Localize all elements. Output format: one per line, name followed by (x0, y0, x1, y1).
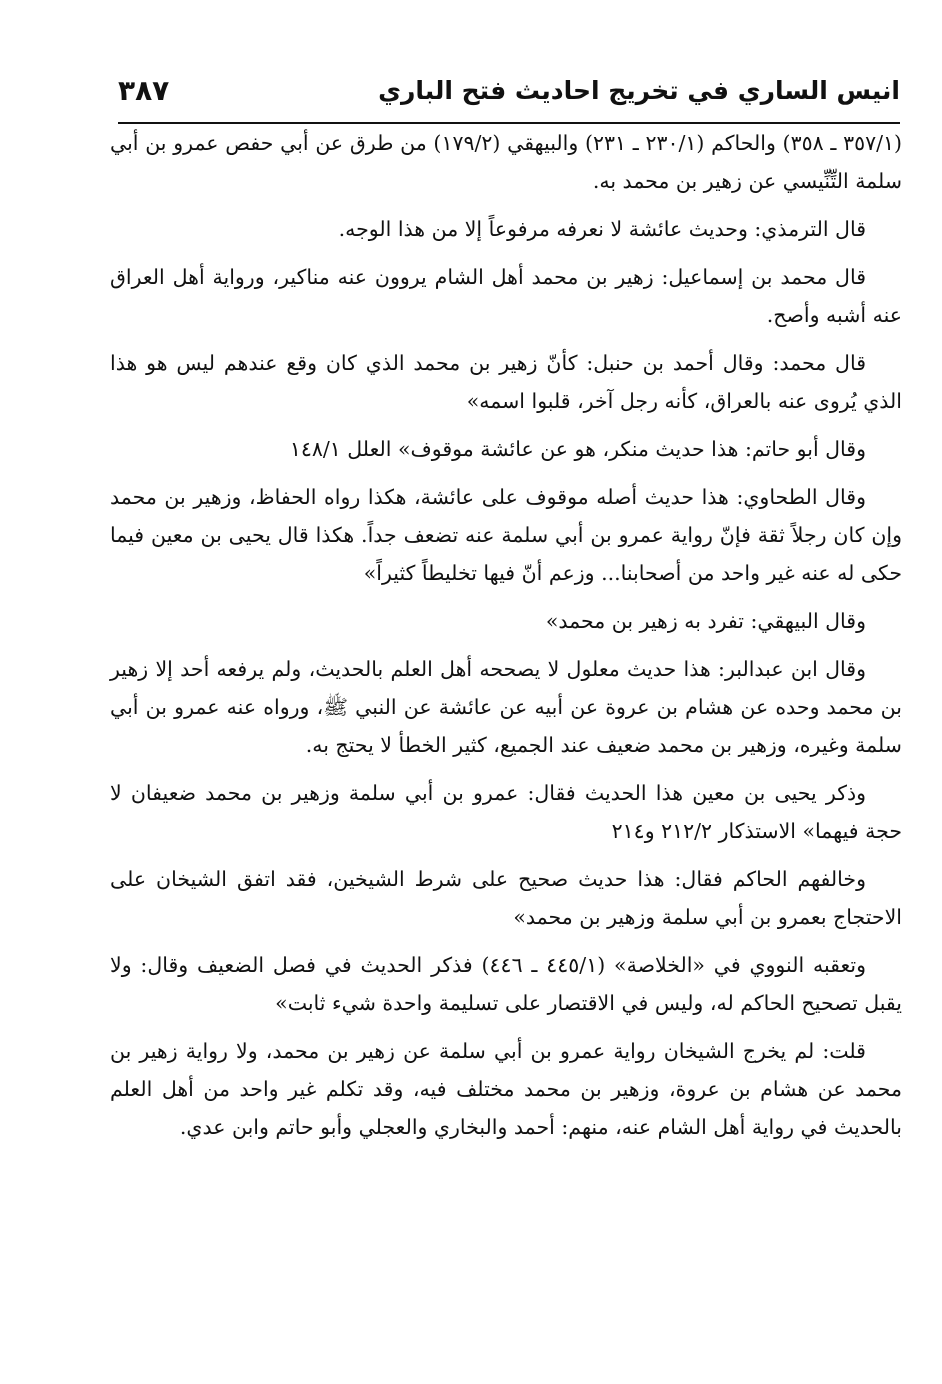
paragraph-ibn-main: وذكر يحيى بن معين هذا الحديث فقال: عمرو بن أبي سلمة وزهير بن محمد ضعيفان لا حجة فيهما» الاستذكار ٢١٢/٢ و٢١٤ (110, 781, 902, 843)
paragraph-bayhaqi: وقال البيهقي: تفرد به زهير بن محمد» (545, 609, 866, 633)
page-number: ٣٨٧ (118, 74, 170, 107)
paragraph-ahmad: قال محمد: وقال أحمد بن حنبل: كأنّ زهير بن محمد الذي كان وقع عندهم ليس هو هذا الذي يُروى عنه بالعراق، كأنه رجل آخر، قلبوا اسمه» (110, 351, 902, 413)
book-title: انيس الساري في تخريج احاديث فتح الباري (378, 76, 900, 105)
paragraph-nawawi: وتعقبه النووي في «الخلاصة» (٤٤٥/١ ـ ٤٤٦) فذكر الحديث في فصل الضعيف وقال: ولا يقبل تصحيح الحاكم له، وليس في الاقتصار على تسليمة واحدة شيء ثابت» (110, 953, 902, 1015)
paragraph-bukhari: قال محمد بن إسماعيل: زهير بن محمد أهل الشام يروون عنه مناكير، ورواية أهل العراق عنه أشبه وأصح. (110, 265, 902, 327)
paragraph-tahawi: وقال الطحاوي: هذا حديث أصله موقوف على عائشة، هكذا رواه الحفاظ، وزهير بن محمد وإن كان رجلاً ثقة فإنّ رواية عمرو بن أبي سلمة عنه تضعف جداً. هكذا قال يحيى بن معين فيما حكى له عنه غير واحد من أصحابنا... وزعم أنّ فيها تخليطاً كثيراً» (110, 485, 902, 585)
main-text (110, 124, 902, 1156)
paragraph-abu-hatim: وقال أبو حاتم: هذا حديث منكر، هو عن عائشة موقوف» العلل ١٤٨/١ (289, 437, 866, 461)
paragraph-tirmidhi: قال الترمذي: وحديث عائشة لا نعرفه مرفوعاً إلا من هذا الوجه. (338, 217, 866, 241)
paragraph-sources: (٣٥٧/١ ـ ٣٥٨) والحاكم (٢٣٠/١ ـ ٢٣١) والبيهقي (١٧٩/٢) من طرق عن أبي حفص عمرو بن أبي سلمة التِّنِّيسي عن زهير بن محمد به. (110, 131, 903, 193)
running-header (118, 72, 900, 118)
paragraph-ibn-abd-al-barr: وقال ابن عبدالبر: هذا حديث معلول لا يصححه أهل العلم بالحديث، ولم يرفعه أحد إلا زهير بن محمد وحده عن هشام بن عروة عن أبيه عن عائشة عن النبي ﷺ، ورواه عنه عمرو بن أبي سلمة وغيره، وزهير بن محمد ضعيف عند الجميع، كثير الخطأ لا يحتج به. (110, 657, 902, 757)
paragraph-hakim: وخالفهم الحاكم فقال: هذا حديث صحيح على شرط الشيخين، فقد اتفق الشيخان على الاحتجاج بعمرو بن أبي سلمة وزهير بن محمد» (110, 867, 902, 929)
paragraph-author-note: قلت: لم يخرج الشيخان رواية عمرو بن أبي سلمة عن زهير بن محمد، ولا رواية زهير بن محمد عن هشام بن عروة، وزهير بن محمد مختلف فيه، وقد تكلم غير واحد من أهل العلم بالحديث في رواية أهل الشام عنه، منهم: أحمد والبخاري والعجلي وأبو حاتم وابن عدي. (110, 1039, 902, 1139)
